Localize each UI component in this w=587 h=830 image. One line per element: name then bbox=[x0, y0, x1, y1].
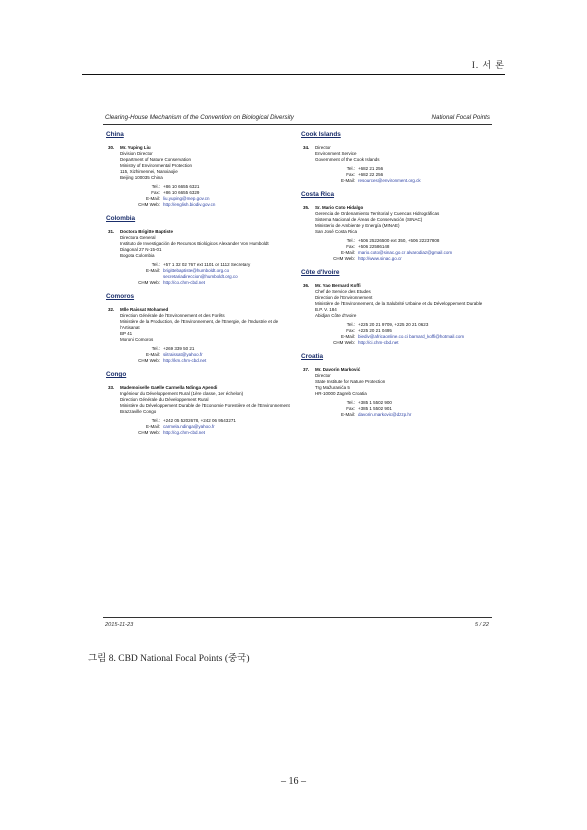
contact-block bbox=[315, 238, 501, 262]
entry-body bbox=[315, 145, 501, 184]
address-line: Director bbox=[315, 145, 331, 150]
contact-label: CHM Web: bbox=[333, 256, 355, 261]
address-line: Abidjan Côte d'Ivoire bbox=[315, 313, 357, 318]
chapter-header: I. 서 론 bbox=[471, 60, 505, 70]
entry-body bbox=[315, 367, 501, 418]
contact-label: CHM Web: bbox=[138, 202, 160, 207]
country-heading: Costa Rica bbox=[301, 191, 335, 198]
focal-point-entry bbox=[301, 367, 501, 418]
entry-number: 34. bbox=[303, 145, 310, 150]
contact-label: Fax: bbox=[346, 172, 355, 177]
focal-point-section bbox=[106, 215, 291, 286]
contact-value: +385 1 5502 900 bbox=[358, 400, 392, 405]
contact-label: E-Mail: bbox=[340, 250, 355, 255]
address-line: Beijing 100035 China bbox=[120, 175, 163, 180]
doc-header-section: National Focal Points bbox=[431, 114, 490, 121]
country-heading: Congo bbox=[106, 371, 127, 378]
contact-link[interactable]: mario.coto@sinac.go.cr alvarodiaz@gmail.com bbox=[358, 250, 453, 255]
person-name: Mr. Davorin Marković bbox=[315, 367, 361, 372]
doc-header-rule bbox=[103, 124, 492, 125]
address-line: Direction de l'Environnement bbox=[315, 295, 373, 300]
focal-point-entry bbox=[106, 229, 291, 286]
contact-link[interactable]: http://ci.chm-cbd.net bbox=[358, 340, 399, 345]
contact-label: E-Mail: bbox=[145, 352, 160, 357]
contact-label: Fax: bbox=[346, 244, 355, 249]
address-line: BP 41 bbox=[120, 331, 133, 336]
contact-value: +225 20 21 9709, +225 20 21 0623 bbox=[358, 322, 429, 327]
contact-value: +506 25226500 ext 350, +506 22237808 bbox=[358, 238, 440, 243]
contact-link[interactable]: siitraissat@yahoo.fr bbox=[163, 352, 203, 357]
address-line: Direction Générale du Développement Rural bbox=[120, 397, 209, 402]
address-line: Ministry of Environmental Protection bbox=[120, 163, 193, 168]
country-heading: Cook Islands bbox=[301, 131, 341, 138]
contact-row bbox=[120, 202, 291, 208]
contact-value: +682 21 256 bbox=[358, 166, 384, 171]
contact-row bbox=[315, 340, 501, 346]
contact-link[interactable]: http://www.sinac.go.cr bbox=[358, 256, 402, 261]
contact-label: Tel.: bbox=[151, 346, 160, 351]
person-name: Mr. Yuping Liu bbox=[120, 145, 151, 150]
contact-label: Tel.: bbox=[151, 262, 160, 267]
entry-number: 30. bbox=[108, 145, 115, 150]
person-name: Mlle Raissat Mohamed bbox=[120, 307, 169, 312]
contact-block bbox=[315, 166, 501, 184]
address-line: Instituto de Investigación de Recursos Biológicos Alexander Von Humboldt bbox=[120, 241, 269, 246]
address-line: Sistema Nacional de Áreas de Conservación (SINAC) bbox=[315, 217, 423, 222]
contact-link[interactable]: http://english.biodiv.gov.cn bbox=[163, 202, 216, 207]
focal-point-section bbox=[106, 293, 291, 364]
focal-point-section bbox=[301, 191, 501, 262]
contact-link[interactable]: http://km.chm-cbd.net bbox=[163, 358, 207, 363]
contact-label: E-Mail: bbox=[340, 178, 355, 183]
contact-link[interactable]: resources@environment.org.ck bbox=[358, 178, 421, 183]
address-line: Direction Générale de l'Environnement et des Forêts bbox=[120, 313, 225, 318]
contact-value: +225 20 21 0495 bbox=[358, 328, 392, 333]
entry-body bbox=[315, 205, 501, 262]
contact-row bbox=[315, 256, 501, 262]
contact-label: E-Mail: bbox=[145, 268, 160, 273]
entry-body bbox=[120, 229, 291, 286]
focal-point-entry bbox=[106, 307, 291, 364]
contact-link[interactable]: http://cg.chm-cbd.net bbox=[163, 430, 206, 435]
contact-link[interactable]: carmela.ndinga@yahoo.fr bbox=[163, 424, 215, 429]
contact-value: +269 339 50 21 bbox=[163, 346, 195, 351]
contact-label: CHM Web: bbox=[333, 340, 355, 345]
focal-point-entry bbox=[106, 385, 291, 436]
country-heading: Côte d'Ivoire bbox=[301, 269, 340, 276]
contact-block bbox=[315, 400, 501, 418]
contact-block bbox=[315, 322, 501, 346]
address-line: Chef de Service des Etudes bbox=[315, 289, 371, 294]
contact-label: Fax: bbox=[346, 406, 355, 411]
contact-row bbox=[120, 430, 291, 436]
contact-link[interactable]: http://co.chm-cbd.net bbox=[163, 280, 206, 285]
contact-block bbox=[120, 346, 291, 364]
entry-body bbox=[315, 283, 501, 346]
address-line: Department of Nature Conservation bbox=[120, 157, 192, 162]
address-line: Director bbox=[315, 373, 331, 378]
address-line: Brazzaville Congo bbox=[120, 409, 157, 414]
contact-row bbox=[120, 358, 291, 364]
contact-label: E-Mail: bbox=[340, 334, 355, 339]
contact-label: Tel.: bbox=[346, 322, 355, 327]
country-heading: Colombia bbox=[106, 215, 136, 222]
address-line: Ministère de la Production, de l'Environnement, de l'Energie, de l'Industrie et de l'Artisanat bbox=[120, 319, 279, 330]
contact-value: +682 22 256 bbox=[358, 172, 384, 177]
address-line: State Institute for Nature Protection bbox=[315, 379, 386, 384]
address-line: Ministerio de Ambiente y Energía (MINAE) bbox=[315, 223, 400, 228]
address-line: Gerencia de Ordenamiento Territorial y Cuencas Hidrográficas bbox=[315, 211, 440, 216]
person-name: Mr. Yao Bernard Koffi bbox=[315, 283, 361, 288]
contact-link[interactable]: davorin.markovic@dzzp.hr bbox=[358, 412, 412, 417]
contact-label: Fax: bbox=[346, 328, 355, 333]
focal-point-section bbox=[301, 353, 501, 418]
address-line: Bogota Colombia bbox=[120, 253, 155, 258]
doc-footer-rule bbox=[103, 617, 492, 618]
contact-row bbox=[315, 412, 501, 418]
contact-block bbox=[120, 184, 291, 208]
address-line: HR-10000 Zagreb Croatia bbox=[315, 391, 367, 396]
contact-label: Tel.: bbox=[346, 166, 355, 171]
contact-label: Tel.: bbox=[151, 184, 160, 189]
country-heading: Croatia bbox=[301, 353, 324, 360]
entry-body bbox=[120, 385, 291, 436]
country-heading: Comoros bbox=[106, 293, 135, 300]
entry-number: 32. bbox=[108, 307, 115, 312]
entry-body bbox=[120, 307, 291, 364]
header-rule bbox=[82, 74, 505, 75]
contact-link[interactable]: secretariadireccion@humboldt.org.co bbox=[163, 274, 238, 279]
country-heading: China bbox=[106, 131, 124, 138]
doc-footer-page: 5 / 22 bbox=[475, 622, 489, 628]
contact-label: CHM Web: bbox=[138, 430, 160, 435]
focal-point-entry bbox=[301, 205, 501, 262]
entry-number: 31. bbox=[108, 229, 115, 234]
address-line: Government of the Cook Islands bbox=[315, 157, 380, 162]
doc-footer-date: 2015-11-23 bbox=[105, 622, 134, 628]
contact-label: E-Mail: bbox=[145, 196, 160, 201]
entry-number: 37. bbox=[303, 367, 310, 372]
address-line: Division Director bbox=[120, 151, 153, 156]
entry-number: 35. bbox=[303, 205, 310, 210]
address-line: Ministère du Développement Durable de l'Economie Forestière et de l'Environnement bbox=[120, 403, 290, 408]
page-number: – 16 – bbox=[281, 776, 306, 787]
contact-label: Tel.: bbox=[151, 418, 160, 423]
address-line: Ingénieur du Développement Rural (1ère classe, 1er échelon) bbox=[120, 391, 244, 396]
entry-body bbox=[120, 145, 291, 208]
contact-value: +86 10 6655 6329 bbox=[163, 190, 200, 195]
address-line: Ministère de l'Environnement, de la Salubrité Urbaine et du Développement Durable bbox=[315, 301, 483, 306]
figure-caption: 그림 8. CBD National Focal Points (중국) bbox=[88, 654, 250, 664]
address-line: 115, Xizhimennei, Nanxiaojie bbox=[120, 169, 178, 174]
left-column bbox=[106, 131, 291, 443]
person-name: Mademoiselle Gaëlle Carmella Ndinga Apendi bbox=[120, 385, 218, 390]
contact-link[interactable]: brigittebaptiste@humboldt.org.co bbox=[163, 268, 230, 273]
address-line: Environment Service bbox=[315, 151, 357, 156]
entry-number: 36. bbox=[303, 283, 310, 288]
contact-value: +506 22586148 bbox=[358, 244, 390, 249]
address-line: Diagonal 27 N-15-01 bbox=[120, 247, 162, 252]
address-line: Directora General bbox=[120, 235, 156, 240]
person-name: Sr. Mario Coto Hidalgo bbox=[315, 205, 364, 210]
contact-row bbox=[315, 178, 501, 184]
focal-point-entry bbox=[301, 145, 501, 184]
contact-value: +86 10 6655 6321 bbox=[163, 184, 200, 189]
contact-value: +242 05 5202678, +242 06 9543271 bbox=[163, 418, 236, 423]
focal-point-entry bbox=[301, 283, 501, 346]
address-line: Moroni Comoros bbox=[120, 337, 154, 342]
contact-label: E-Mail: bbox=[340, 412, 355, 417]
focal-point-section bbox=[301, 269, 501, 346]
contact-value: +385 1 5502 901 bbox=[358, 406, 392, 411]
contact-label: Tel.: bbox=[346, 400, 355, 405]
focal-point-entry bbox=[106, 145, 291, 208]
contact-link[interactable]: liu.yuping@mep.gov.cn bbox=[163, 196, 210, 201]
address-line: B.P. V. 184 bbox=[315, 307, 337, 312]
focal-point-section bbox=[301, 131, 501, 184]
focal-point-section bbox=[106, 371, 291, 436]
person-name: Doctora Brigitte Baptiste bbox=[120, 229, 174, 234]
contact-label: E-Mail: bbox=[145, 424, 160, 429]
contact-label: CHM Web: bbox=[138, 280, 160, 285]
contact-value: +57 1 32 02 767 ext 1101 or 1112 Secretary bbox=[163, 262, 251, 267]
contact-label: CHM Web: bbox=[138, 358, 160, 363]
contact-block bbox=[120, 418, 291, 436]
address-line: San José Costa Rica bbox=[315, 229, 358, 234]
right-column bbox=[301, 131, 501, 425]
address-line: Trg Mažuranića 5 bbox=[315, 385, 350, 390]
contact-label: Tel.: bbox=[346, 238, 355, 243]
contact-link[interactable]: biediv@africaonline.co.ci barnard_koffi@hotmail.com bbox=[358, 334, 465, 339]
contact-block bbox=[120, 262, 291, 286]
doc-header-title: Clearing-House Mechanism of the Convention on Biological Diversity bbox=[105, 114, 294, 121]
entry-number: 33. bbox=[108, 385, 115, 390]
focal-point-section bbox=[106, 131, 291, 208]
contact-row bbox=[120, 280, 291, 286]
contact-label: Fax: bbox=[151, 190, 160, 195]
